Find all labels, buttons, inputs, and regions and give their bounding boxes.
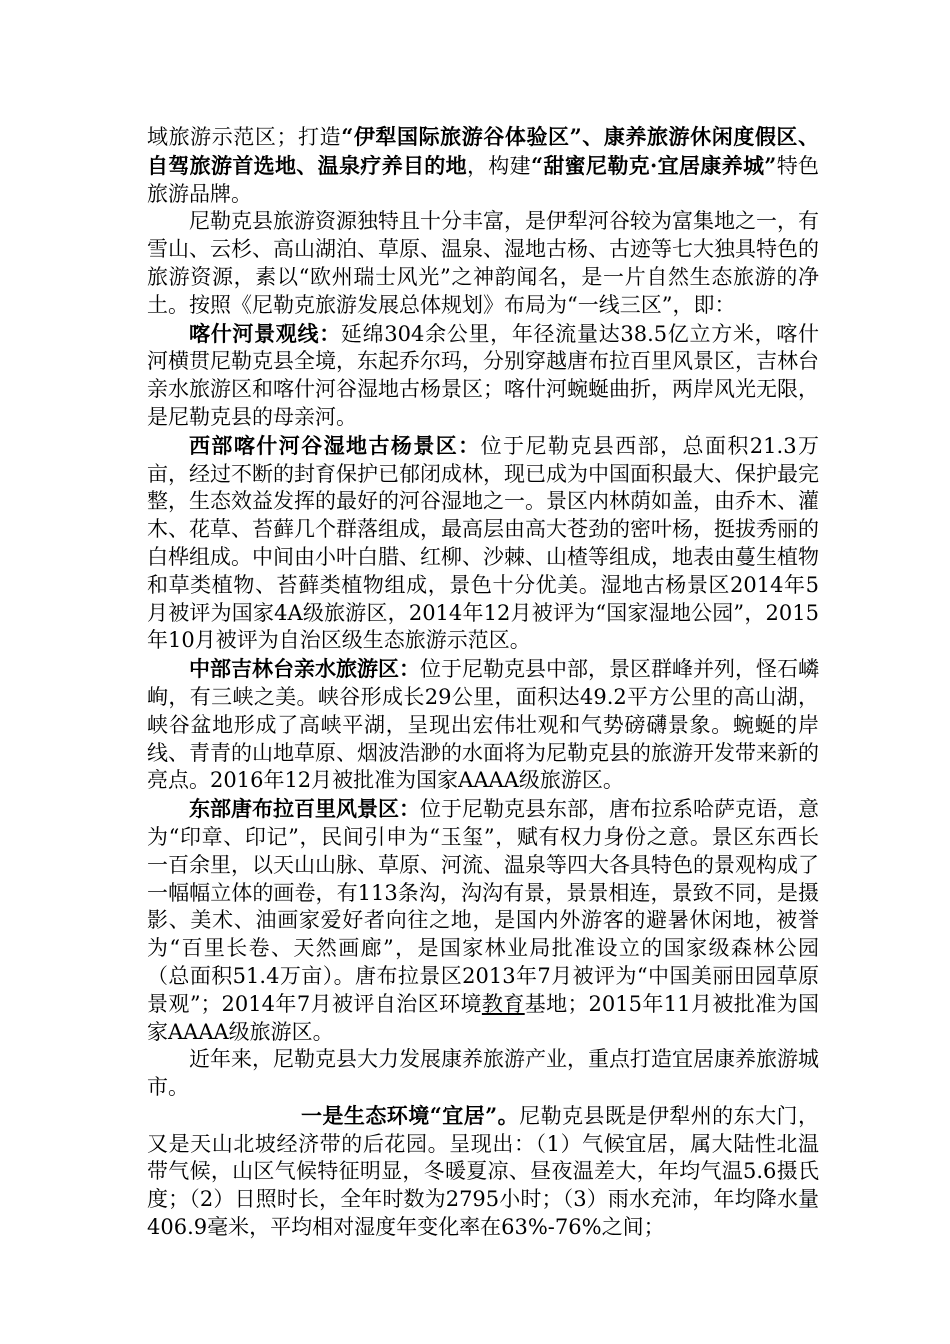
paragraph-central-jilintai — [147, 655, 819, 795]
text-run: 延绵304余公里，年径流量达38.5亿立方米，喀什河横贯尼勒克县全境，东起乔尔玛，分别穿越唐布拉百里风景区，吉林台亲水旅游区和喀什河谷湿地古杨景区；喀什河蜿蜒曲折，两岸风光无限，是尼勒克县的母亲河。 — [147, 321, 819, 429]
text-run: 基地；2015年11月被批准为国家AAAA级旅游区。 — [147, 991, 819, 1044]
bold-text-run: “甜蜜尼勒克·宜居康养城” — [530, 152, 777, 178]
section-heading: 中部吉林台亲水旅游区： — [189, 656, 420, 682]
paragraph-tourism-brand — [147, 123, 819, 208]
text-run: 位于尼勒克县东部，唐布拉系哈萨克语，意为“印章、印记”，民间引申为“玉玺”，赋有权力身份之意。景区东西长一百余里，以天山山脉、草原、河流、温泉等四大各具特色的景观构成了一幅幅立体的画卷，有113条沟，沟沟有景，景景相连，景致不同，是摄影、美术、油画家爱好者向往之地，是国内外游客的避暑休闲地，被誉为“百里长卷、天然画廊”，是国家林业局批准设立的国家级森林公园（总面积51.4万亩）。唐布拉景区2013年7月被评为“中国美丽田园草原景观”；2014年7月被评自治区环境 — [147, 797, 819, 1016]
text-run: 位于尼勒克县西部，总面积21.3万亩，经过不断的封育保护已郁闭成林，现已成为中国面积最大、保护最完整，生态效益发挥的最好的河谷湿地之一。景区内林荫如盖，由乔木、灌木、花草、苔藓几个群落组成，最高层由高大苍劲的密叶杨，挺拔秀丽的白桦组成。中间由小叶白腊、红柳、沙棘、山楂等组成，地表由蔓生植物和草类植物、苔藓类植物组成，景色十分优美。湿地古杨景区2014年5月被评为国家4A级旅游区，2014年12月被评为“国家湿地公园”，2015年10月被评为自治区级生态旅游示范区。 — [147, 433, 819, 653]
text-run: 位于尼勒克县中部，景区群峰并列，怪石嶙峋，有三峡之美。峡谷形成长29公里，面积达49.2平方公里的高山湖，峡谷盆地形成了高峡平湖，呈现出宏伟壮观和气势磅礴景象。蜿蜒的岸线、青青的山地草原、烟波浩渺的水面将为尼勒克县的旅游开发带来新的亮点。2016年12月被批准为国家AAAA级旅游区。 — [147, 657, 819, 793]
paragraph-kashi-river — [147, 320, 819, 432]
paragraph-recent-years — [147, 1046, 819, 1102]
paragraph-west-wetland — [147, 432, 819, 655]
bold-text-run: “伊犁国际旅游谷体验区”、康养旅游休闲度假区、自驾旅游首选地、温泉疗养目的地 — [147, 124, 819, 178]
section-heading: 西部喀什河谷湿地古杨景区： — [189, 432, 481, 458]
paragraph-tourism-resources — [147, 208, 819, 319]
text-run: 尼勒克县旅游资源独特且十分丰富，是伊犁河谷较为富集地之一，有雪山、云杉、高山湖泊、草原、温泉、湿地古杨、古迹等七大独具特色的旅游资源，素以“欧州瑞士风光”之神韵闻名，是一片自然生态旅游的净土。按照《尼勒克旅游发展总体规划》布局为“一线三区”，即： — [147, 209, 819, 317]
paragraph-ecological-environment — [147, 1102, 819, 1242]
underlined-text-run: 教育 — [481, 991, 525, 1016]
text-run: 域旅游示范区；打造 — [147, 125, 342, 149]
section-heading: 喀什河景观线： — [189, 320, 341, 346]
text-run: 尼勒克县既是伊犁州的东大门，又是天山北坡经济带的后花园。呈现出：（1）气候宜居，属大陆性北温带气候，山区气候特征明显，冬暖夏凉、昼夜温差大，年均气温5.6摄氏度；（2）日照时长，全年时数为2795小时；（3）雨水充沛，年均降水量406.9毫米，平均相对湿度年变化率在63%-76%之间； — [147, 1103, 819, 1240]
text-run: 特色旅游品牌。 — [147, 153, 820, 206]
document-page — [147, 123, 819, 1242]
text-run: 近年来，尼勒克县大力发展康养旅游产业，重点打造宜居康养旅游城市。 — [147, 1047, 819, 1100]
section-heading: 东部唐布拉百里风景区： — [189, 796, 420, 822]
paragraph-east-tangbula — [147, 795, 819, 1046]
section-heading: 一是生态环境“宜居”。 — [301, 1102, 520, 1128]
text-run: ，构建 — [466, 153, 531, 178]
